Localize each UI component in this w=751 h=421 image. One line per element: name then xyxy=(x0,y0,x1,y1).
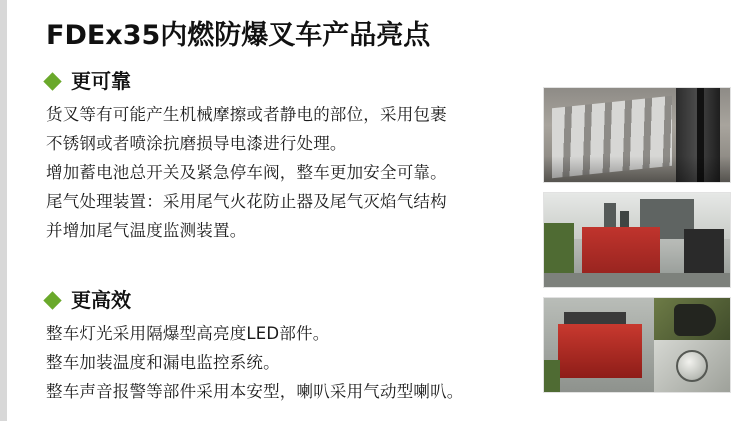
body-line: 整车声音报警等部件采用本安型，喇叭采用气动型喇叭。 xyxy=(46,382,464,401)
body-line: 并增加尾气温度监测装置。 xyxy=(46,221,247,240)
engine-bay-panel-shape xyxy=(544,298,656,393)
section-reliability xyxy=(46,68,516,245)
section-title: 更高效 xyxy=(71,288,131,312)
photo-column xyxy=(543,87,731,402)
section-title: 更可靠 xyxy=(71,69,131,93)
diamond-bullet-icon xyxy=(43,72,61,90)
body-line: 货叉等有可能产生机械摩擦或者静电的部位，采用包裹 xyxy=(46,105,447,124)
page-title: FDEx35内燃防爆叉车产品亮点 xyxy=(46,20,431,51)
engine-and-horn-photo xyxy=(543,297,731,393)
forklift-exhaust-photo xyxy=(543,192,731,288)
forklift-forks-photo xyxy=(543,87,731,183)
pneumatic-horn-shape xyxy=(674,304,716,336)
gauge-dial-shape xyxy=(676,350,708,382)
section-heading-row xyxy=(46,68,516,94)
page-left-edge-rule xyxy=(0,0,7,421)
ground-shadow-shape xyxy=(544,156,730,182)
body-line: 尾气处理装置：采用尾气火花防止器及尾气灭焰气结构 xyxy=(46,192,447,211)
document-content xyxy=(46,18,516,406)
green-frame-shape xyxy=(544,360,560,393)
diamond-bullet-icon xyxy=(43,291,61,309)
gauge-panel-shape xyxy=(654,340,730,392)
body-line: 整车灯光采用隔爆型高亮度LED部件。 xyxy=(46,324,330,343)
body-line: 整车加装温度和漏电监控系统。 xyxy=(46,353,280,372)
horn-panel-shape xyxy=(654,298,730,342)
section-heading-row xyxy=(46,287,516,313)
red-engine-block-shape xyxy=(558,324,642,378)
body-line: 增加蓄电池总开关及紧急停车阀，整车更加安全可靠。 xyxy=(46,163,447,182)
section-efficiency xyxy=(46,287,516,406)
body-line: 不锈钢或者喷涂抗磨损导电漆进行处理。 xyxy=(46,134,347,153)
floor-shape xyxy=(544,273,730,287)
